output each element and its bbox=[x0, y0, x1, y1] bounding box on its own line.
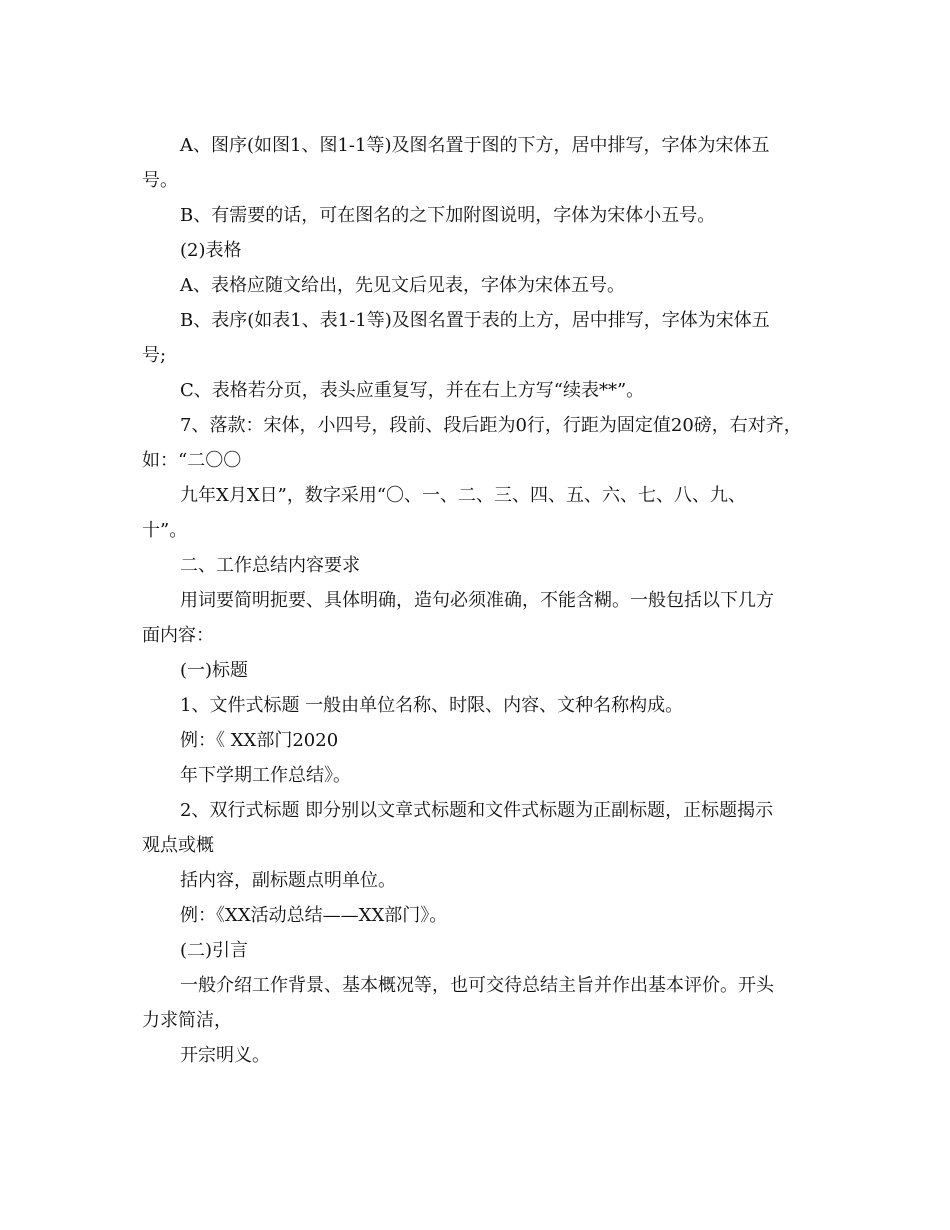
body-line: 7、落款：宋体，小四号，段前、段后距为0行，行距为固定值20磅，右对齐， bbox=[180, 415, 802, 436]
document-body bbox=[142, 128, 812, 1073]
body-line: 观点或概 bbox=[142, 835, 214, 856]
section-heading: (一)标题 bbox=[180, 660, 249, 681]
body-line: 括内容，副标题点明单位。 bbox=[180, 870, 396, 891]
body-line: 号。 bbox=[142, 170, 178, 191]
body-line: 例：《 XX部门2020 bbox=[180, 730, 339, 751]
body-line: B、有需要的话，可在图名的之下加附图说明，字体为宋体小五号。 bbox=[180, 205, 716, 226]
body-line: 用词要简明扼要、具体明确，造句必须准确，不能含糊。一般包括以下几方 bbox=[180, 590, 774, 611]
section-heading: (2)表格 bbox=[180, 240, 242, 261]
body-line: 一般介绍工作背景、基本概况等，也可交待总结主旨并作出基本评价。开头 bbox=[180, 975, 774, 996]
body-line: 如：“二〇〇 bbox=[142, 450, 242, 471]
body-line: 九年X月X日”，数字采用“〇、一、二、三、四、五、六、七、八、九、 bbox=[180, 485, 747, 506]
body-line: 开宗明义。 bbox=[180, 1045, 270, 1066]
body-line: 力求简洁， bbox=[142, 1010, 232, 1031]
body-line: 面内容： bbox=[142, 625, 214, 646]
body-line: B、表序(如表1、表1-1等)及图名置于表的上方，居中排写，字体为宋体五 bbox=[180, 310, 770, 331]
body-line: 号; bbox=[142, 345, 167, 366]
body-line: 年下学期工作总结》。 bbox=[180, 765, 351, 786]
body-line: 例：《XX活动总结——XX部门》。 bbox=[180, 905, 448, 926]
body-line: 1、文件式标题 一般由单位名称、时限、内容、文种名称构成。 bbox=[180, 695, 684, 716]
body-line: C、表格若分页，表头应重复写，并在右上方写“续表**”。 bbox=[180, 380, 645, 401]
section-heading: 二、工作总结内容要求 bbox=[180, 555, 360, 576]
body-line: A、表格应随文给出，先见文后见表，字体为宋体五号。 bbox=[180, 275, 625, 296]
body-line: 2、双行式标题 即分别以文章式标题和文件式标题为正副标题，正标题揭示 bbox=[180, 800, 774, 821]
body-line: 十”。 bbox=[142, 520, 188, 541]
section-heading: (二)引言 bbox=[180, 940, 249, 961]
body-line: A、图序(如图1、图1-1等)及图名置于图的下方，居中排写，字体为宋体五 bbox=[180, 135, 770, 156]
